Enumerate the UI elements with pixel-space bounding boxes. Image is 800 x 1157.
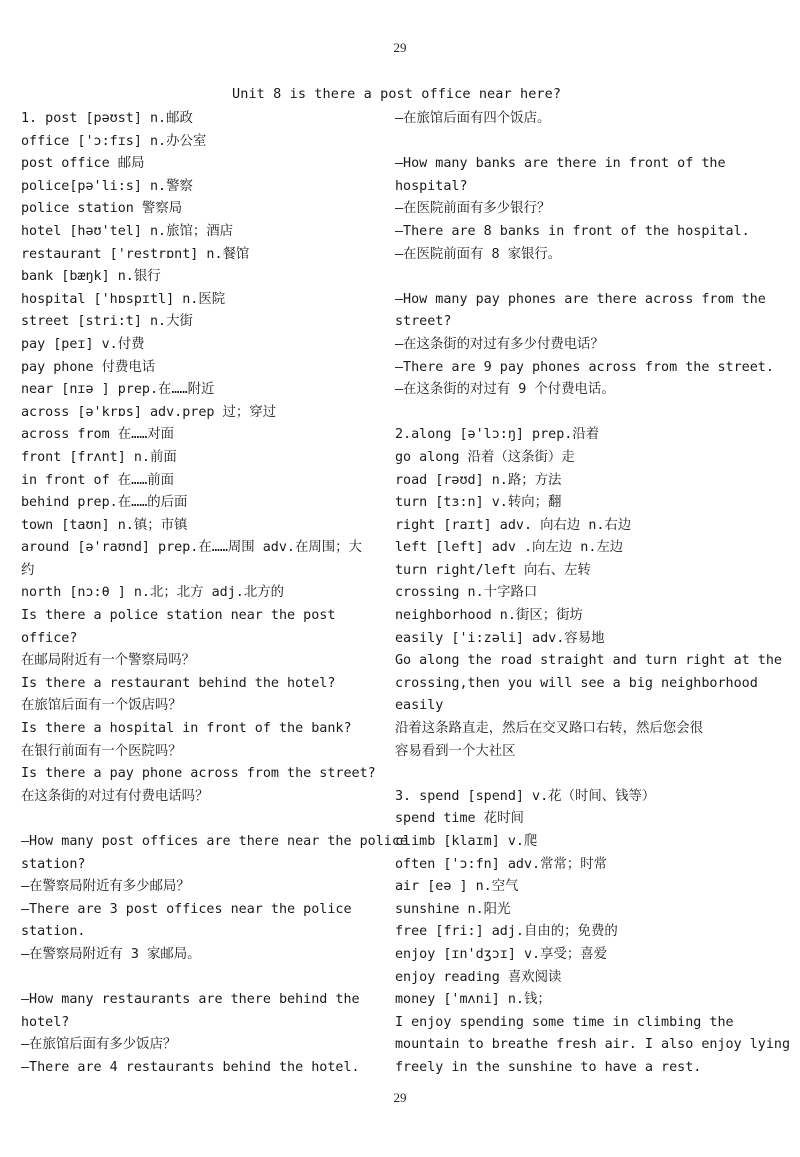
left-column-text-line: —There are 3 post offices near the police bbox=[21, 901, 352, 917]
left-column-text-line: Is there a police station near the post bbox=[21, 608, 336, 624]
left-column-text-line: north [nɔ:θ ] n.北；北方 adj.北方的 bbox=[21, 585, 285, 601]
left-column-text-line: restaurant ['restrɒnt] n.餐馆 bbox=[21, 246, 250, 262]
left-column-text-line: near [nɪə ] prep.在……附近 bbox=[21, 382, 215, 398]
right-column-text-line: 3. spend [spend] v.花（时间、钱等） bbox=[395, 788, 656, 804]
right-column-text-line: sunshine n.阳光 bbox=[395, 901, 511, 917]
left-column-text-line: 1. post [pəʊst] n.邮政 bbox=[21, 111, 193, 126]
right-column-text-line: —There are 8 banks in front of the hospital. bbox=[395, 223, 750, 239]
left-column-text-line: hotel [həʊ'tel] n.旅馆；酒店 bbox=[21, 223, 234, 239]
right-column-text-line: crossing,then you will see a big neighborhood bbox=[395, 675, 758, 691]
right-column-text-line: left [left] adv .向左边 n.左边 bbox=[395, 540, 624, 556]
right-column-text-line: —There are 9 pay phones across from the street. bbox=[395, 359, 774, 375]
right-column-text-line: street? bbox=[395, 314, 452, 330]
left-column-text-line: post office 邮局 bbox=[21, 156, 145, 172]
right-column-text-line: —在医院前面有 8 家银行。 bbox=[395, 246, 562, 262]
left-column-text-line: across from 在……对面 bbox=[21, 427, 175, 443]
left-column-text-line: —There are 4 restaurants behind the hotel. bbox=[21, 1059, 360, 1075]
right-column-text-line: right [raɪt] adv. 向右边 n.右边 bbox=[395, 517, 632, 533]
left-column-spacer bbox=[21, 808, 377, 831]
left-column-text-line: pay phone 付费电话 bbox=[21, 359, 156, 375]
right-column-text-line: enjoy [ɪn'dʒɔɪ] v.享受；喜爱 bbox=[395, 946, 608, 962]
left-column-text-line: office? bbox=[21, 630, 78, 646]
page-number-top: 29 bbox=[393, 40, 407, 55]
right-column-text-line: mountain to breathe fresh air. I also enjoy lying bbox=[395, 1037, 791, 1053]
left-column-text-line: hotel? bbox=[21, 1014, 70, 1030]
right-column-text-line: —在这条街的对过有多少付费电话？ bbox=[395, 336, 604, 352]
right-column-text-line: 容易看到一个大社区 bbox=[395, 743, 516, 759]
right-column-spacer bbox=[395, 402, 755, 425]
right-column-text-line: free [fri:] adj.自由的；免费的 bbox=[395, 924, 618, 940]
right-column-text-line: turn right/left 向右、左转 bbox=[395, 562, 591, 578]
left-column-text-line: Is there a restaurant behind the hotel? bbox=[21, 675, 336, 691]
left-column-text-line: —在警察局附近有 3 家邮局。 bbox=[21, 946, 201, 962]
left-column-text-line: 在旅馆后面有一个饭店吗？ bbox=[21, 698, 182, 714]
left-column-text-line: station. bbox=[21, 924, 86, 940]
left-column-text-line: 在这条街的对过有付费电话吗？ bbox=[21, 788, 209, 804]
right-column-text-line: —How many banks are there in front of the bbox=[395, 156, 726, 172]
left-column-text-line: street [stri:t] n.大街 bbox=[21, 314, 193, 330]
right-column-text-line: go along 沿着（这条街）走 bbox=[395, 449, 575, 465]
right-column-spacer bbox=[395, 131, 755, 154]
left-column-text-line: pay [peɪ] v.付费 bbox=[21, 336, 145, 352]
page-number-bottom: 29 bbox=[393, 1090, 407, 1105]
right-column-text-line: —在医院前面有多少银行？ bbox=[395, 201, 551, 217]
right-column-text-line: spend time 花时间 bbox=[395, 811, 524, 827]
right-column-text-line: road [rəʊd] n.路；方法 bbox=[395, 472, 562, 488]
left-column-text-line: police[pə'li:s] n.警察 bbox=[21, 178, 193, 194]
left-column-text-line: 在邮局附近有一个警察局吗？ bbox=[21, 653, 196, 669]
right-column-text-line: climb [klaɪm] v.爬 bbox=[395, 834, 538, 849]
right-column-text-line: neighborhood n.街区；街坊 bbox=[395, 608, 583, 624]
left-column-text-line: Is there a pay phone across from the street? bbox=[21, 766, 376, 782]
right-column-text-line: often ['ɔ:fn] adv.常常；时常 bbox=[395, 856, 608, 872]
right-column-text-line: —在这条街的对过有 9 个付费电话。 bbox=[395, 382, 615, 398]
left-column-text-line: front [frʌnt] n.前面 bbox=[21, 449, 177, 465]
right-column-text-line: money ['mʌni] n.钱； bbox=[395, 992, 551, 1008]
left-column-spacer bbox=[21, 967, 377, 990]
left-column-text-line: bank [bæŋk] n.银行 bbox=[21, 269, 161, 285]
page-title: Unit 8 is there a post office near here? bbox=[232, 86, 562, 102]
left-column-text-line: 在银行前面有一个医院吗？ bbox=[21, 743, 182, 759]
right-column-text-line: freely in the sunshine to have a rest. bbox=[395, 1059, 702, 1075]
left-column-text-line: across [ə'krɒs] adv.prep 过；穿过 bbox=[21, 404, 277, 420]
left-column-text-line: station? bbox=[21, 856, 86, 872]
right-column-spacer bbox=[395, 266, 755, 289]
right-column-text-line: turn [tɜ:n] v.转向；翻 bbox=[395, 495, 562, 511]
left-column bbox=[21, 108, 408, 1080]
left-column-text-line: 约 bbox=[21, 562, 35, 578]
right-column-text-line: I enjoy spending some time in climbing the bbox=[395, 1014, 734, 1030]
left-column-text-line: office ['ɔ:fɪs] n.办公室 bbox=[21, 133, 207, 149]
left-column-text-line: —在警察局附近有多少邮局？ bbox=[21, 879, 190, 895]
left-column-text-line: —在旅馆后面有多少饭店？ bbox=[21, 1037, 177, 1053]
left-column-text-line: —How many restaurants are there behind the bbox=[21, 992, 360, 1008]
left-column-text-line: hospital ['hɒspɪtl] n.医院 bbox=[21, 291, 226, 307]
right-column-text-line: —How many pay phones are there across from the bbox=[395, 291, 766, 307]
right-column-text-line: hospital? bbox=[395, 178, 468, 194]
right-column-text-line: 沿着这条路直走，然后在交叉路口右转，然后您会很 bbox=[395, 721, 703, 737]
right-column-text-line: easily ['i:zəli] adv.容易地 bbox=[395, 630, 605, 646]
right-column-text-line: 2.along [ə'lɔ:ŋ] prep.沿着 bbox=[395, 427, 600, 443]
right-column-text-line: air [eə ] n.空气 bbox=[395, 879, 519, 895]
right-column-text-line: enjoy reading 喜欢阅读 bbox=[395, 969, 562, 985]
left-column-text-line: town [taʊn] n.镇；市镇 bbox=[21, 517, 188, 533]
right-column-text-line: easily bbox=[395, 698, 444, 714]
right-column-text-line: Go along the road straight and turn right at the bbox=[395, 653, 782, 669]
left-column-text-line: Is there a hospital in front of the bank? bbox=[21, 721, 352, 737]
right-column-spacer bbox=[395, 763, 755, 786]
left-column-text-line: —How many post offices are there near the police bbox=[21, 834, 408, 849]
right-column-text-line: crossing n.十字路口 bbox=[395, 585, 538, 601]
left-column-text-line: around [ə'raʊnd] prep.在……周围 adv.在周围；大 bbox=[21, 540, 362, 556]
left-column-text-line: police station 警察局 bbox=[21, 201, 183, 217]
right-column-text-line: —在旅馆后面有四个饭店。 bbox=[395, 111, 551, 126]
left-column-text-line: in front of 在……前面 bbox=[21, 472, 175, 488]
right-column bbox=[395, 108, 791, 1080]
left-column-text-line: behind prep.在……的后面 bbox=[21, 495, 188, 511]
